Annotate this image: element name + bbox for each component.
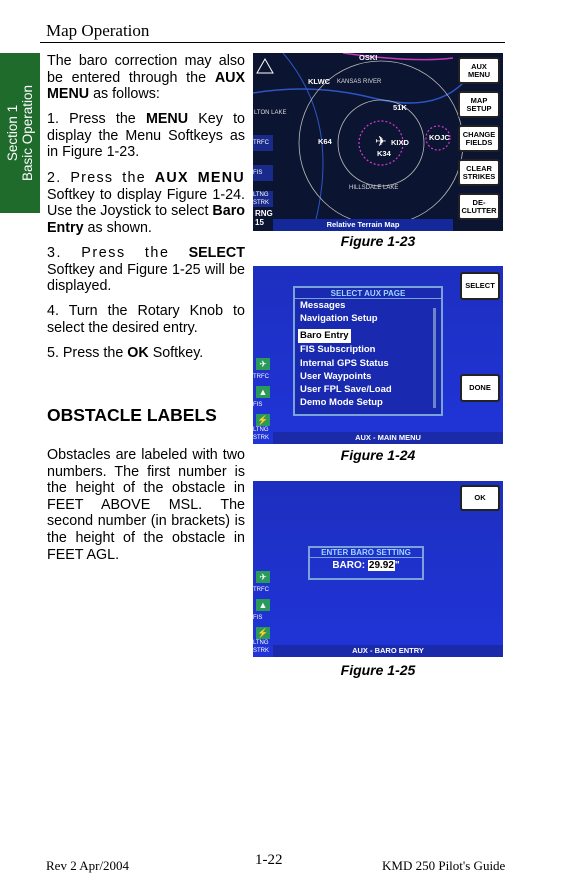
fis-button[interactable]: FIS	[253, 402, 263, 408]
menu-item-user-fpl-save-load[interactable]: User FPL Save/Load	[300, 384, 392, 396]
figure-1-24-aux-menu-screen	[253, 266, 503, 444]
map-label-k64: K64	[318, 137, 332, 146]
ok-softkey[interactable]: OK	[460, 485, 500, 511]
side-tab-line2: Basic Operation	[20, 84, 35, 182]
map-bottom-bar: Relative Terrain Map	[273, 219, 453, 231]
page-header-title: Map Operation	[46, 21, 150, 40]
traffic-icon: ✈	[256, 571, 270, 583]
ltng-strk-button[interactable]: LTNG STRK	[253, 191, 273, 207]
menu-item-demo-mode-setup[interactable]: Demo Mode Setup	[300, 397, 383, 409]
figure-1-24-caption: Figure 1-24	[340, 447, 416, 463]
footer-page-number: 1-22	[255, 852, 283, 868]
rng-label: RNG 15	[255, 209, 273, 227]
figure-1-25-caption: Figure 1-25	[340, 662, 416, 678]
trfc-button[interactable]: TRFC	[253, 374, 269, 380]
menu-item-navigation-setup[interactable]: Navigation Setup	[300, 313, 378, 325]
change-fields-softkey[interactable]: CHANGE FIELDS	[458, 125, 500, 152]
map-label-k34: K34	[377, 149, 391, 158]
baro-label: BARO:	[332, 560, 366, 571]
footer-revision: Rev 2 Apr/2004	[46, 858, 130, 873]
step-1: 1. Press the MENU Key to display the Menu Softkeys as in Figure 1-23.	[47, 111, 245, 161]
baro-unit: "	[394, 560, 400, 571]
map-label-kojc: KOJC	[429, 133, 450, 142]
fis-button[interactable]: FIS	[253, 165, 273, 181]
map-label-kixd: KIXD	[391, 138, 409, 147]
map-label-hillsdale-lake: HILLSDALE LAKE	[349, 185, 399, 191]
aux-main-menu-bar: AUX - MAIN MENU	[273, 432, 503, 444]
footer-guide-title: KMD 250 Pilot's Guide	[382, 858, 506, 873]
intro-paragraph: The baro correction may also be entered through the AUX MENU as follows:	[47, 53, 245, 103]
side-tab-line1: Section 1	[5, 104, 20, 162]
done-softkey[interactable]: DONE	[460, 374, 500, 402]
figure-1-25-baro-entry-screen	[253, 481, 503, 657]
menu-title: SELECT AUX PAGE	[295, 289, 441, 299]
ltng-strk-button[interactable]: LTNG STRK	[253, 640, 270, 654]
enter-baro-setting-box	[308, 546, 424, 580]
ltng-strk-button[interactable]: LTNG STRK	[253, 427, 270, 441]
map-label-51k: 51K	[393, 103, 407, 112]
menu-item-fis-subscription[interactable]: FIS Subscription	[300, 344, 376, 356]
fis-button[interactable]: FIS	[253, 615, 263, 621]
figure-1-23-map-screen	[253, 53, 503, 231]
svg-text:✈: ✈	[375, 134, 387, 150]
fis-icon: ▲	[256, 599, 270, 611]
trfc-button[interactable]: TRFC	[253, 135, 273, 151]
menu-scrollbar[interactable]	[433, 308, 436, 408]
select-aux-page-menu	[293, 286, 443, 416]
trfc-button[interactable]: TRFC	[253, 587, 269, 593]
menu-item-messages[interactable]: Messages	[300, 300, 346, 311]
baro-box-title: ENTER BARO SETTING	[310, 548, 422, 558]
lightning-icon: ⚡	[257, 415, 269, 425]
step-4: 4. Turn the Rotary Knob to select the desired entry.	[47, 303, 245, 336]
fis-icon: ▲	[256, 386, 270, 398]
baro-value-field[interactable]: 29.92	[368, 560, 394, 571]
map-setup-softkey[interactable]: MAP SETUP	[458, 91, 500, 118]
select-softkey[interactable]: SELECT	[460, 272, 500, 300]
declutter-softkey[interactable]: DE-CLUTTER	[458, 193, 500, 220]
map-label-oski: OSKI	[359, 53, 378, 62]
figure-1-23-caption: Figure 1-23	[340, 233, 416, 249]
lightning-icon: ⚡	[257, 628, 269, 638]
clear-strikes-softkey[interactable]: CLEAR STRIKES	[458, 159, 500, 186]
menu-item-internal-gps-status[interactable]: Internal GPS Status	[300, 357, 389, 369]
map-label-kansas-river: KANSAS RIVER	[337, 79, 382, 85]
obstacle-labels-heading: OBSTACLE LABELS	[47, 405, 217, 425]
step-3: 3. Press the SELECT Softkey and Figure 1-25 will be displayed.	[47, 245, 245, 295]
aux-baro-entry-bar: AUX - BARO ENTRY	[273, 645, 503, 657]
step-2: 2. Press the AUX MENU Softkey to display Figure 1-24. Use the Joystick to select Baro Entry as shown.	[47, 170, 245, 236]
aux-menu-softkey[interactable]: AUX MENU	[458, 57, 500, 84]
section-side-tab	[0, 53, 40, 213]
map-label-klwc: KLWC	[308, 77, 331, 86]
menu-item-user-waypoints[interactable]: User Waypoints	[300, 370, 372, 382]
menu-item-baro-entry[interactable]: Baro Entry	[300, 330, 349, 342]
obstacles-paragraph: Obstacles are labeled with two numbers. The first number is the height of the obstacle in FEET ABOVE MSL. The second number (in brackets) is the height of the obstacle in FEET AGL.	[47, 447, 245, 563]
traffic-icon: ✈	[256, 358, 270, 370]
header-rule	[40, 42, 505, 43]
map-label-lton-lake: LTON LAKE	[254, 110, 287, 116]
step-5: 5. Press the OK Softkey.	[47, 345, 204, 361]
